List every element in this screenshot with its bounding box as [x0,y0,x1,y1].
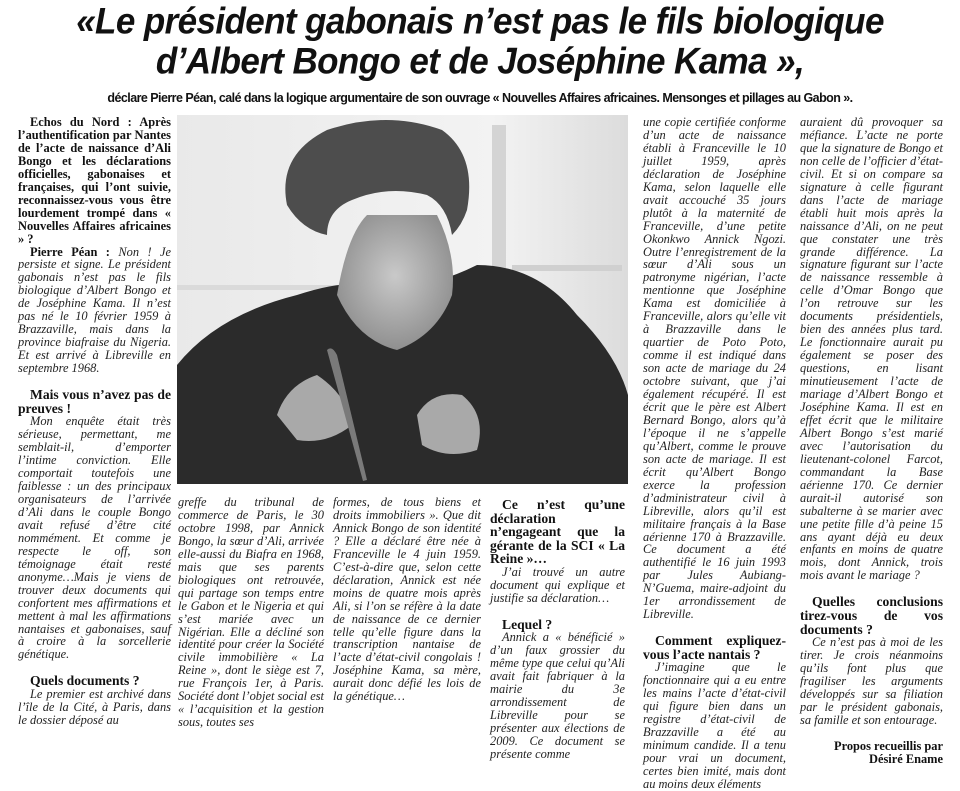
answer-4: J’ai trouvé un autre document qui explique et justifie sa déclaration… [490,564,625,605]
answer-7: Ce n’est pas à moi de les tirer. Je crois néanmoins qu’ils font plus que fragiliser les arguments développés sur sa filiation par le président gabonais, sa famille et son entourage. [800,635,943,727]
answer-1-text: Non ! Je persiste et signe. Le président gabonais n’est pas le fils biologique d’Albert Bongo et de Joséphine Kama. Il n’est pas né le 10 février 1959 à Brazzaville, mais dans la province biafraise du Nigeria. Et est arrivé à Libreville en septembre 1968. [18,244,172,376]
answer-2: Mon enquête était très sérieuse, permettant, me semblait-il, d’emporter l’intime conviction. Elle comportait toutefois une faiblesse : un des principaux organisateurs de l’arrivée d’Ali dans le couple Bongo avait refusé d’être cité nommément. Et comme je respecte le off, son témoignage était resté anonyme…Mais je viens de trouver deux documents qui confortent mes affirmations et mettent à mal les affirmations nantaises et gabonaises, sauf à croire à la sorcellerie génétique. [18,414,171,662]
answer-label: Pierre Péan : [30,244,110,259]
answer-5: Annick a « bénéficié » d’un faux grossier du même type que celui qu’Ali avait fait fabriquer à la mairie du 3e arrondissement de Libreville pour se présenter aux élections de 2009. Ce document se présente comme [490,630,625,761]
question-5: Lequel ? [502,616,553,632]
question-1: Echos du Nord : Après l’authentification par Nantes de l’acte de naissance d’Ali Bongo et les déclarations officielles, gabonaises et françaises, qui l’ont suivie, reconnaissez-vous vous être lourdement trompé dans « Nouvelles Affaires africaines » ? [18,115,171,246]
question-4: Ce n’est qu’une déclaration n’engageant que la gérante de la SCI « La Reine »… [490,497,625,567]
column-6 [800,116,943,766]
photo-pierre-pean [177,115,628,484]
portrait-image [177,115,628,484]
answer-3: Le premier est archivé dans l’île de la Cité, à Paris, dans le dossier déposé au [18,686,171,727]
answer-3-continued: greffe du tribunal de commerce de Paris, le 30 octobre 1998, par Annick Bongo, la sœur d’Ali, arrivée elle-aussi du Biafra en 1968, mais que ses parents biologiques ont retrouvée, qui partage son temps entre le Gabon et le Nigeria et qui s’est mariée avec un Nigérian. Elle a décliné son identité pour créer la Société civile immobilière « La Reine », dont le siège est 7, rue François 1er, à Paris. Société dont l’objet social est « l’acquisition et la gestion sous, toutes ses [178,495,324,730]
question-3: Quels documents ? [30,673,140,689]
answer-5-continued: une copie certifiée conforme d’un acte de naissance établi à Franceville le 10 juillet 1959, après déclaration de Joséphine Kama, selon laquelle elle avait accouché 35 jours plutôt à la maternité de Franceville, d’une petite Okonkwo Annick Ngozi. Outre l’enregistrement de la sœur d’Ali sous un patronyme nigérian, l’acte mentionne que Joséphine Kama est domiciliée à Franceville, alors qu’elle vit à Brazzaville dans le quartier de Poto Poto, comme il est indiqué dans son acte de mariage du 24 octobre suivant, que j’ai également récupéré. Il est écrit que le père est Albert Bernard Bongo, alors qu’à l’époque il ne s’appelle qu’Albert, comme le prouve son acte de mariage. Il est écrit qu’Albert Bongo exerce la profession d’administrateur civil à Libreville, alors qu’il est militaire français à la Base aérienne 170 à Brazzaville. Ce document a été authentifié le 16 juin 1993 par Jules Aubiang-N’Guema, maire-adjoint du 1er arrondissement de Libreville. [643,115,786,622]
credit-line-1: Propos recueillis par [834,738,943,753]
question-2: Mais vous n’avez pas de preuves ! [18,387,171,416]
credit-line-2: Désiré Ename [869,751,943,766]
answer-1 [18,246,171,376]
answer-3-continued-2: formes, de tous biens et droits immobiliers ». Que dit Annick Bongo de son identité ? Elle a déclaré être née à Franceville le 4 juin 1959. C’est-à-dire que, selon cette déclaration, Annick est née moins de quatre mois après Ali, si l’on se réfère à la date de naissance de ce dernier telle qu’elle figure dans la transcription nantaise de l’acte d’état-civil congolais ! Joséphine Kama, sa mère, aurait donc défié les lois de la génétique… [333,495,481,704]
column-5 [643,116,786,791]
headline [0,2,960,82]
answer-6: J’imagine que le fonctionnaire qui a eu entre les mains l’acte d’état-civil qui figure bien dans un registre d’état-civil de Brazzaville a été au minimum candide. Il a tenu pour vrai un document, certes bien imité, mais dont au moins deux éléments [643,660,786,791]
column-3 [333,496,481,703]
deck: déclare Pierre Péan, calé dans la logique argumentaire de son ouvrage « Nouvelles Affaires africaines. Mensonges et pillages au Gabon ». [107,91,853,105]
headline-line-1: «Le président gabonais n’est pas le fils biologique [76,0,884,42]
answer-6-continued: auraient dû provoquer sa méfiance. L’acte ne porte que la signature de Bongo et non celle de l’officier d’état-civil. Et si on compare sa signature à celle figurant dans l’acte de mariage établi huit mois après la naissance d’Ali, on ne peut que constater une très grande différence. La signature figurant sur l’acte de naissance ressemble à celle d’Omar Bongo que l’on retrouve sur les documents présidentiels, bien des années plus tard. Le fonctionnaire aurait pu également se poser des questions, en lisant minutieusement l’acte de mariage d’Albert Bongo et Joséphine Kama. Il est en effet écrit que le militaire Albert Bongo s’est marié avec l’autorisation du lieutenant-colonel Farcot, commandant la Base aérienne 170. Ce dernier aurait-il autorisé son subalterne à se marier avec une petite fille d’à peine 15 ans ayant déjà eu deux enfants en moins de quatre mois, dont Annick, trois mois avant le mariage ? [800,115,943,583]
column-4 [490,498,625,761]
column-1 [18,116,171,727]
column-2 [178,496,324,729]
question-7: Quelles conclusions tirez-vous de vos documents ? [800,594,943,637]
question-6: Comment expliquez-vous l’acte nantais ? [643,633,786,662]
headline-line-2: d’Albert Bongo et de Joséphine Kama », [155,40,805,82]
